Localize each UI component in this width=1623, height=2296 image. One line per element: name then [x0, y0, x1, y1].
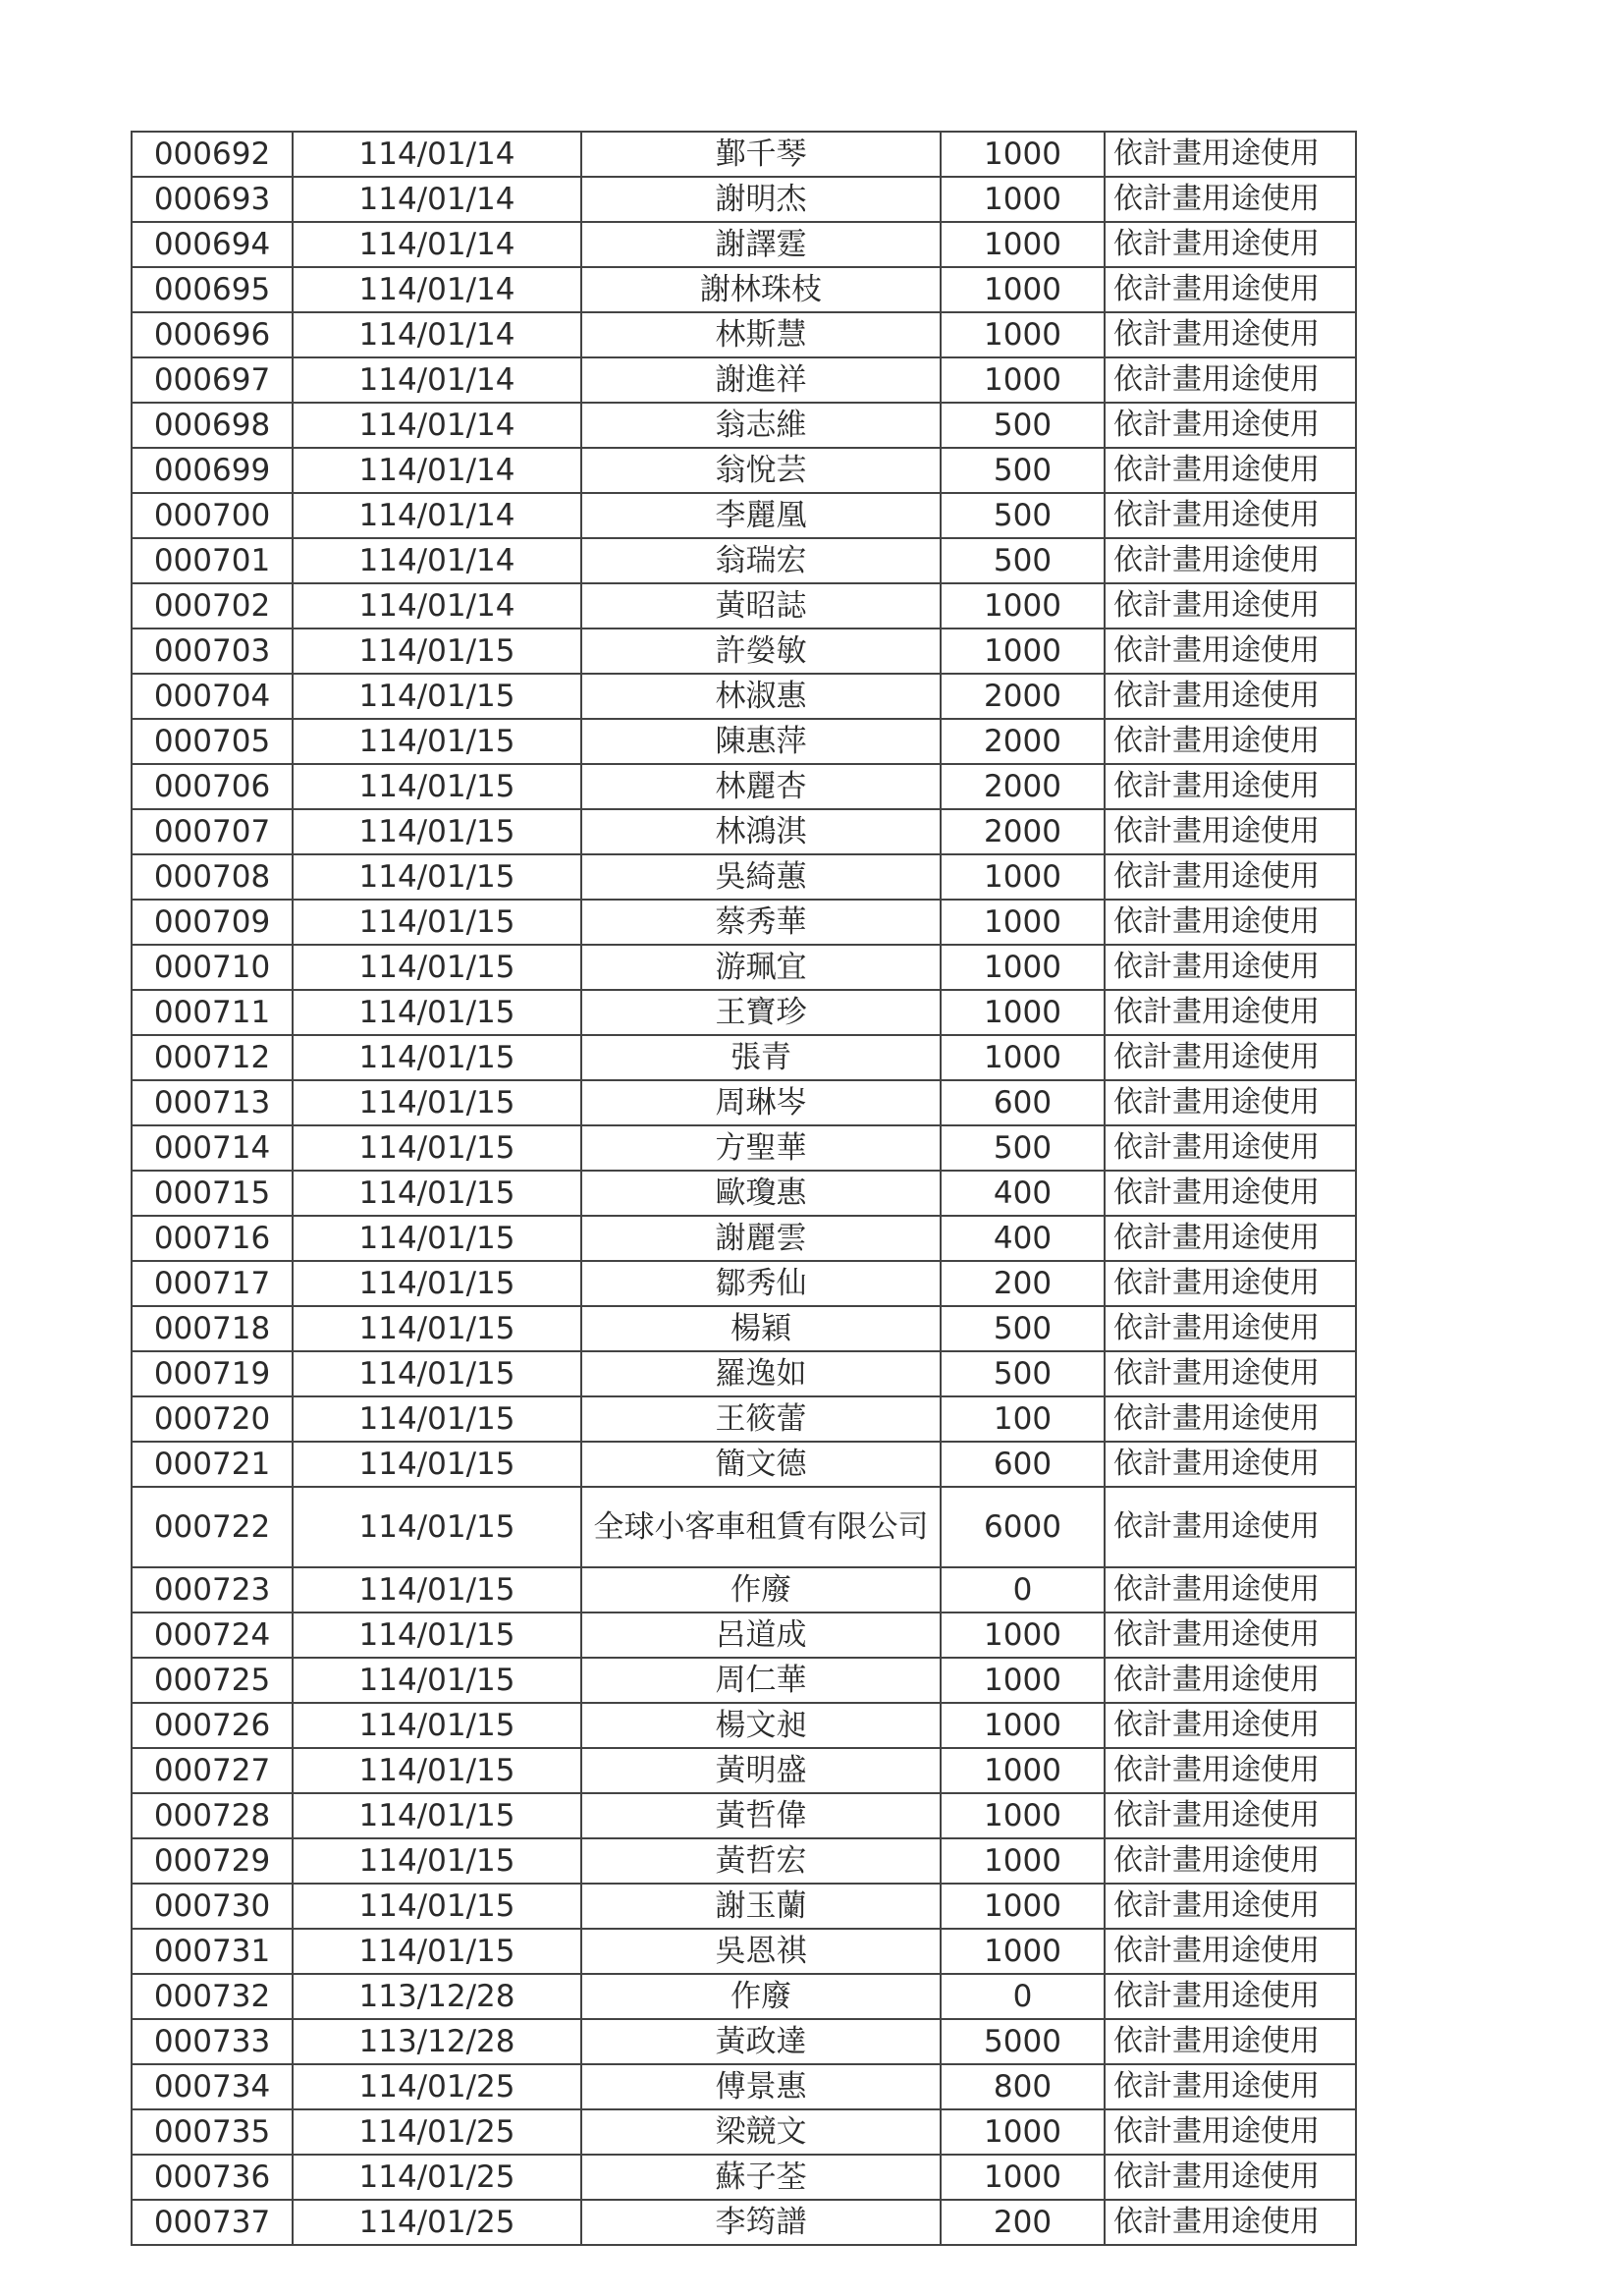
amount-cell: 1000	[941, 222, 1105, 267]
receipt-number-cell: 000696	[132, 312, 293, 357]
receipt-number-cell: 000720	[132, 1396, 293, 1442]
usage-cell: 依計畫用途使用	[1105, 2064, 1356, 2109]
receipt-number-cell: 000734	[132, 2064, 293, 2109]
receipt-number-cell: 000718	[132, 1306, 293, 1351]
donation-table	[131, 131, 1357, 2246]
receipt-number-cell: 000732	[132, 1974, 293, 2019]
amount-cell: 1000	[941, 629, 1105, 674]
usage-cell: 依計畫用途使用	[1105, 1080, 1356, 1125]
usage-cell: 依計畫用途使用	[1105, 1351, 1356, 1396]
usage-cell: 依計畫用途使用	[1105, 1306, 1356, 1351]
table-row	[132, 2109, 1356, 2155]
table-row	[132, 538, 1356, 583]
receipt-number-cell: 000714	[132, 1125, 293, 1171]
receipt-number-cell: 000725	[132, 1658, 293, 1703]
usage-cell: 依計畫用途使用	[1105, 1125, 1356, 1171]
donor-name-cell: 吳綺蕙	[581, 854, 941, 900]
table-row	[132, 1567, 1356, 1613]
receipt-number-cell: 000707	[132, 809, 293, 854]
receipt-number-cell: 000719	[132, 1351, 293, 1396]
date-cell: 114/01/15	[293, 1884, 581, 1929]
table-row	[132, 1306, 1356, 1351]
receipt-number-cell: 000698	[132, 403, 293, 448]
date-cell: 114/01/14	[293, 403, 581, 448]
date-cell: 114/01/15	[293, 1351, 581, 1396]
usage-cell: 依計畫用途使用	[1105, 583, 1356, 629]
date-cell: 114/01/15	[293, 1613, 581, 1658]
date-cell: 114/01/15	[293, 990, 581, 1035]
date-cell: 114/01/15	[293, 1703, 581, 1748]
usage-cell: 依計畫用途使用	[1105, 1793, 1356, 1838]
amount-cell: 200	[941, 1261, 1105, 1306]
usage-cell: 依計畫用途使用	[1105, 1613, 1356, 1658]
donor-name-cell: 簡文德	[581, 1442, 941, 1487]
date-cell: 114/01/15	[293, 764, 581, 809]
amount-cell: 6000	[941, 1487, 1105, 1567]
date-cell: 114/01/14	[293, 222, 581, 267]
amount-cell: 1000	[941, 1793, 1105, 1838]
amount-cell: 500	[941, 1306, 1105, 1351]
amount-cell: 1000	[941, 177, 1105, 222]
date-cell: 113/12/28	[293, 2019, 581, 2064]
amount-cell: 500	[941, 448, 1105, 493]
amount-cell: 1000	[941, 267, 1105, 312]
date-cell: 114/01/14	[293, 357, 581, 403]
date-cell: 114/01/15	[293, 1306, 581, 1351]
table-row	[132, 2064, 1356, 2109]
receipt-number-cell: 000699	[132, 448, 293, 493]
receipt-number-cell: 000711	[132, 990, 293, 1035]
table-row	[132, 1487, 1356, 1567]
amount-cell: 0	[941, 1974, 1105, 2019]
table-row	[132, 583, 1356, 629]
amount-cell: 1000	[941, 1035, 1105, 1080]
usage-cell: 依計畫用途使用	[1105, 403, 1356, 448]
table-row	[132, 1035, 1356, 1080]
amount-cell: 500	[941, 1351, 1105, 1396]
amount-cell: 1000	[941, 1658, 1105, 1703]
donor-name-cell: 黃昭誌	[581, 583, 941, 629]
amount-cell: 5000	[941, 2019, 1105, 2064]
donor-name-cell: 李麗凰	[581, 493, 941, 538]
receipt-number-cell: 000731	[132, 1929, 293, 1974]
amount-cell: 1000	[941, 945, 1105, 990]
table-row	[132, 267, 1356, 312]
amount-cell: 400	[941, 1216, 1105, 1261]
usage-cell: 依計畫用途使用	[1105, 990, 1356, 1035]
donor-name-cell: 鄞千琴	[581, 132, 941, 177]
table-row	[132, 900, 1356, 945]
date-cell: 114/01/14	[293, 583, 581, 629]
date-cell: 114/01/14	[293, 538, 581, 583]
usage-cell: 依計畫用途使用	[1105, 448, 1356, 493]
donor-name-cell: 蘇子荃	[581, 2155, 941, 2200]
table-row	[132, 674, 1356, 719]
usage-cell: 依計畫用途使用	[1105, 629, 1356, 674]
usage-cell: 依計畫用途使用	[1105, 1974, 1356, 2019]
usage-cell: 依計畫用途使用	[1105, 2109, 1356, 2155]
table-row	[132, 1974, 1356, 2019]
receipt-number-cell: 000695	[132, 267, 293, 312]
amount-cell: 1000	[941, 854, 1105, 900]
usage-cell: 依計畫用途使用	[1105, 764, 1356, 809]
table-row	[132, 448, 1356, 493]
table-row	[132, 990, 1356, 1035]
date-cell: 114/01/15	[293, 945, 581, 990]
usage-cell: 依計畫用途使用	[1105, 132, 1356, 177]
date-cell: 114/01/14	[293, 312, 581, 357]
date-cell: 114/01/25	[293, 2109, 581, 2155]
table-row	[132, 357, 1356, 403]
date-cell: 114/01/15	[293, 854, 581, 900]
table-row	[132, 132, 1356, 177]
donor-name-cell: 謝玉蘭	[581, 1884, 941, 1929]
table-row	[132, 1884, 1356, 1929]
donor-name-cell: 王寶珍	[581, 990, 941, 1035]
amount-cell: 1000	[941, 357, 1105, 403]
usage-cell: 依計畫用途使用	[1105, 1929, 1356, 1974]
date-cell: 114/01/15	[293, 719, 581, 764]
donor-name-cell: 作廢	[581, 1974, 941, 2019]
table-row	[132, 1216, 1356, 1261]
receipt-number-cell: 000722	[132, 1487, 293, 1567]
receipt-number-cell: 000728	[132, 1793, 293, 1838]
table-row	[132, 719, 1356, 764]
date-cell: 114/01/25	[293, 2064, 581, 2109]
usage-cell: 依計畫用途使用	[1105, 1261, 1356, 1306]
date-cell: 114/01/14	[293, 267, 581, 312]
amount-cell: 1000	[941, 1929, 1105, 1974]
receipt-number-cell: 000713	[132, 1080, 293, 1125]
donor-name-cell: 謝麗雲	[581, 1216, 941, 1261]
usage-cell: 依計畫用途使用	[1105, 357, 1356, 403]
date-cell: 114/01/14	[293, 177, 581, 222]
donor-name-cell: 楊穎	[581, 1306, 941, 1351]
donor-name-cell: 謝林珠枝	[581, 267, 941, 312]
amount-cell: 400	[941, 1171, 1105, 1216]
usage-cell: 依計畫用途使用	[1105, 1171, 1356, 1216]
usage-cell: 依計畫用途使用	[1105, 1884, 1356, 1929]
donor-name-cell: 黃哲偉	[581, 1793, 941, 1838]
receipt-number-cell: 000706	[132, 764, 293, 809]
table-row	[132, 1125, 1356, 1171]
date-cell: 114/01/14	[293, 448, 581, 493]
table-row	[132, 1080, 1356, 1125]
receipt-number-cell: 000721	[132, 1442, 293, 1487]
donor-name-cell: 林鴻淇	[581, 809, 941, 854]
receipt-number-cell: 000727	[132, 1748, 293, 1793]
usage-cell: 依計畫用途使用	[1105, 1703, 1356, 1748]
receipt-number-cell: 000736	[132, 2155, 293, 2200]
donor-name-cell: 方聖華	[581, 1125, 941, 1171]
table-row	[132, 1703, 1356, 1748]
date-cell: 114/01/15	[293, 1035, 581, 1080]
table-row	[132, 222, 1356, 267]
table-row	[132, 2155, 1356, 2200]
receipt-number-cell: 000724	[132, 1613, 293, 1658]
amount-cell: 1000	[941, 132, 1105, 177]
amount-cell: 500	[941, 403, 1105, 448]
receipt-number-cell: 000729	[132, 1838, 293, 1884]
receipt-number-cell: 000733	[132, 2019, 293, 2064]
usage-cell: 依計畫用途使用	[1105, 1567, 1356, 1613]
donor-name-cell: 黃政達	[581, 2019, 941, 2064]
date-cell: 114/01/15	[293, 1793, 581, 1838]
amount-cell: 1000	[941, 990, 1105, 1035]
date-cell: 114/01/15	[293, 1658, 581, 1703]
donor-name-cell: 許嫈敏	[581, 629, 941, 674]
table-row	[132, 1442, 1356, 1487]
usage-cell: 依計畫用途使用	[1105, 945, 1356, 990]
donor-name-cell: 鄒秀仙	[581, 1261, 941, 1306]
donor-name-cell: 梁競文	[581, 2109, 941, 2155]
usage-cell: 依計畫用途使用	[1105, 312, 1356, 357]
date-cell: 114/01/25	[293, 2200, 581, 2245]
receipt-number-cell: 000694	[132, 222, 293, 267]
table-row	[132, 1171, 1356, 1216]
table-row	[132, 1613, 1356, 1658]
table-row	[132, 764, 1356, 809]
date-cell: 114/01/15	[293, 900, 581, 945]
donor-name-cell: 黃哲宏	[581, 1838, 941, 1884]
date-cell: 114/01/15	[293, 809, 581, 854]
date-cell: 114/01/15	[293, 1567, 581, 1613]
table-row	[132, 854, 1356, 900]
table-row	[132, 1748, 1356, 1793]
donor-name-cell: 黃明盛	[581, 1748, 941, 1793]
usage-cell: 依計畫用途使用	[1105, 1396, 1356, 1442]
usage-cell: 依計畫用途使用	[1105, 809, 1356, 854]
amount-cell: 100	[941, 1396, 1105, 1442]
donor-name-cell: 楊文昶	[581, 1703, 941, 1748]
table-row	[132, 809, 1356, 854]
donor-name-cell: 翁志維	[581, 403, 941, 448]
usage-cell: 依計畫用途使用	[1105, 1748, 1356, 1793]
table-row	[132, 1351, 1356, 1396]
receipt-number-cell: 000702	[132, 583, 293, 629]
table-row	[132, 945, 1356, 990]
donor-name-cell: 謝明杰	[581, 177, 941, 222]
date-cell: 114/01/15	[293, 1396, 581, 1442]
donor-name-cell: 羅逸如	[581, 1351, 941, 1396]
receipt-number-cell: 000717	[132, 1261, 293, 1306]
table-body	[132, 132, 1356, 2245]
table-row	[132, 2019, 1356, 2064]
receipt-number-cell: 000701	[132, 538, 293, 583]
date-cell: 114/01/25	[293, 2155, 581, 2200]
usage-cell: 依計畫用途使用	[1105, 854, 1356, 900]
usage-cell: 依計畫用途使用	[1105, 1838, 1356, 1884]
date-cell: 114/01/15	[293, 1442, 581, 1487]
donor-name-cell: 謝進祥	[581, 357, 941, 403]
table-row	[132, 1396, 1356, 1442]
amount-cell: 500	[941, 1125, 1105, 1171]
receipt-number-cell: 000705	[132, 719, 293, 764]
usage-cell: 依計畫用途使用	[1105, 2155, 1356, 2200]
table-row	[132, 2200, 1356, 2245]
receipt-number-cell: 000703	[132, 629, 293, 674]
usage-cell: 依計畫用途使用	[1105, 1035, 1356, 1080]
donor-name-cell: 吳恩祺	[581, 1929, 941, 1974]
amount-cell: 1000	[941, 583, 1105, 629]
receipt-number-cell: 000737	[132, 2200, 293, 2245]
donor-name-cell: 游珮宜	[581, 945, 941, 990]
donor-name-cell: 張青	[581, 1035, 941, 1080]
amount-cell: 1000	[941, 1613, 1105, 1658]
table-row	[132, 403, 1356, 448]
usage-cell: 依計畫用途使用	[1105, 267, 1356, 312]
receipt-number-cell: 000716	[132, 1216, 293, 1261]
date-cell: 114/01/15	[293, 1838, 581, 1884]
donor-name-cell: 蔡秀華	[581, 900, 941, 945]
usage-cell: 依計畫用途使用	[1105, 493, 1356, 538]
table-row	[132, 493, 1356, 538]
usage-cell: 依計畫用途使用	[1105, 1487, 1356, 1567]
usage-cell: 依計畫用途使用	[1105, 674, 1356, 719]
amount-cell: 2000	[941, 674, 1105, 719]
date-cell: 114/01/15	[293, 629, 581, 674]
date-cell: 114/01/14	[293, 493, 581, 538]
donor-name-cell: 全球小客車租賃有限公司	[581, 1487, 941, 1567]
amount-cell: 1000	[941, 900, 1105, 945]
receipt-number-cell: 000735	[132, 2109, 293, 2155]
donor-name-cell: 陳惠萍	[581, 719, 941, 764]
donor-name-cell: 翁悅芸	[581, 448, 941, 493]
amount-cell: 1000	[941, 2109, 1105, 2155]
donor-name-cell: 林斯慧	[581, 312, 941, 357]
amount-cell: 800	[941, 2064, 1105, 2109]
donor-name-cell: 翁瑞宏	[581, 538, 941, 583]
date-cell: 114/01/15	[293, 1748, 581, 1793]
date-cell: 114/01/15	[293, 1487, 581, 1567]
amount-cell: 2000	[941, 809, 1105, 854]
donation-table-container	[131, 131, 1355, 2246]
usage-cell: 依計畫用途使用	[1105, 1658, 1356, 1703]
usage-cell: 依計畫用途使用	[1105, 719, 1356, 764]
amount-cell: 500	[941, 538, 1105, 583]
receipt-number-cell: 000693	[132, 177, 293, 222]
receipt-number-cell: 000710	[132, 945, 293, 990]
donor-name-cell: 周仁華	[581, 1658, 941, 1703]
usage-cell: 依計畫用途使用	[1105, 1442, 1356, 1487]
donor-name-cell: 呂道成	[581, 1613, 941, 1658]
table-row	[132, 629, 1356, 674]
amount-cell: 200	[941, 2200, 1105, 2245]
donor-name-cell: 謝譯霆	[581, 222, 941, 267]
date-cell: 114/01/15	[293, 1125, 581, 1171]
donor-name-cell: 林淑惠	[581, 674, 941, 719]
date-cell: 114/01/15	[293, 1171, 581, 1216]
date-cell: 114/01/15	[293, 1080, 581, 1125]
date-cell: 114/01/15	[293, 1261, 581, 1306]
date-cell: 114/01/15	[293, 1216, 581, 1261]
receipt-number-cell: 000700	[132, 493, 293, 538]
amount-cell: 500	[941, 493, 1105, 538]
receipt-number-cell: 000726	[132, 1703, 293, 1748]
receipt-number-cell: 000715	[132, 1171, 293, 1216]
amount-cell: 600	[941, 1442, 1105, 1487]
donor-name-cell: 周琳岑	[581, 1080, 941, 1125]
receipt-number-cell: 000697	[132, 357, 293, 403]
table-row	[132, 1838, 1356, 1884]
donor-name-cell: 李筠譜	[581, 2200, 941, 2245]
amount-cell: 1000	[941, 1884, 1105, 1929]
amount-cell: 1000	[941, 2155, 1105, 2200]
table-row	[132, 1929, 1356, 1974]
amount-cell: 600	[941, 1080, 1105, 1125]
usage-cell: 依計畫用途使用	[1105, 1216, 1356, 1261]
table-row	[132, 1658, 1356, 1703]
donor-name-cell: 王筱蕾	[581, 1396, 941, 1442]
receipt-number-cell: 000712	[132, 1035, 293, 1080]
date-cell: 113/12/28	[293, 1974, 581, 2019]
usage-cell: 依計畫用途使用	[1105, 177, 1356, 222]
date-cell: 114/01/14	[293, 132, 581, 177]
table-row	[132, 312, 1356, 357]
usage-cell: 依計畫用途使用	[1105, 900, 1356, 945]
receipt-number-cell: 000730	[132, 1884, 293, 1929]
receipt-number-cell: 000723	[132, 1567, 293, 1613]
date-cell: 114/01/15	[293, 674, 581, 719]
table-row	[132, 1261, 1356, 1306]
usage-cell: 依計畫用途使用	[1105, 222, 1356, 267]
table-row	[132, 177, 1356, 222]
receipt-number-cell: 000704	[132, 674, 293, 719]
amount-cell: 2000	[941, 764, 1105, 809]
amount-cell: 1000	[941, 312, 1105, 357]
usage-cell: 依計畫用途使用	[1105, 2200, 1356, 2245]
date-cell: 114/01/15	[293, 1929, 581, 1974]
table-row	[132, 1793, 1356, 1838]
donor-name-cell: 作廢	[581, 1567, 941, 1613]
receipt-number-cell: 000708	[132, 854, 293, 900]
amount-cell: 2000	[941, 719, 1105, 764]
usage-cell: 依計畫用途使用	[1105, 2019, 1356, 2064]
amount-cell: 1000	[941, 1838, 1105, 1884]
usage-cell: 依計畫用途使用	[1105, 538, 1356, 583]
amount-cell: 1000	[941, 1748, 1105, 1793]
donor-name-cell: 林麗杏	[581, 764, 941, 809]
donor-name-cell: 傅景惠	[581, 2064, 941, 2109]
donor-name-cell: 歐瓊惠	[581, 1171, 941, 1216]
receipt-number-cell: 000709	[132, 900, 293, 945]
receipt-number-cell: 000692	[132, 132, 293, 177]
amount-cell: 1000	[941, 1703, 1105, 1748]
amount-cell: 0	[941, 1567, 1105, 1613]
